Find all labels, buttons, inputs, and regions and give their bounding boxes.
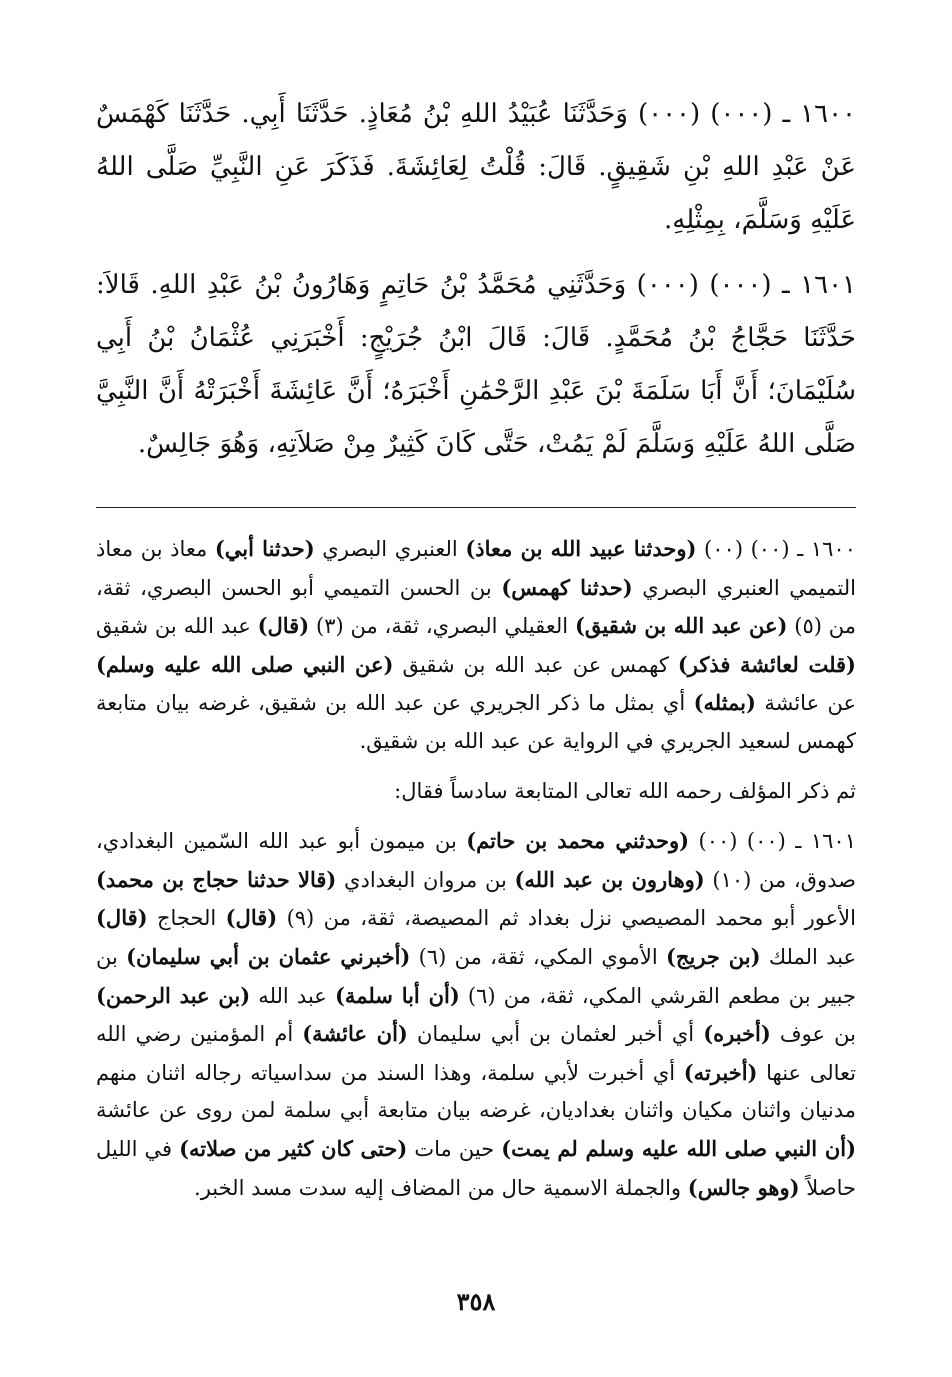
bold-quoted-phrase: (أخبرته): [683, 1059, 758, 1085]
commentary-text: ١٦٠٠ ـ (٠٠) (٠٠): [696, 537, 856, 561]
bold-quoted-phrase: (حدثنا كهمس): [501, 574, 633, 600]
commentary-text: بن عوف: [770, 1022, 856, 1047]
bold-quoted-phrase: (حتى كان كثير من صلاته): [179, 1135, 408, 1161]
commentary-text: بن ميمون أبو عبد الله السّمين البغدادي، صدوق، من (١٠): [96, 829, 856, 892]
commentary-text: عبد الله بن شقيق: [96, 614, 258, 639]
commentary-1601: [96, 822, 856, 1207]
commentary-text: العنبري البصري: [314, 537, 466, 561]
commentary-text: أم المؤمنين رضي الله تعالى عنها: [96, 1022, 856, 1085]
bold-quoted-phrase: (عن النبي صلى الله عليه وسلم): [96, 651, 394, 677]
hadith-1600: ١٦٠٠ ـ (٠٠٠) (٠٠٠) وَحَدَّثَنَا عُبَيْدُ اللهِ بْنُ مُعَاذٍ. حَدَّثَنَا أَبِي. حَدَّثَنَا كَهْمَسٌ عَنْ عَبْدِ اللهِ بْنِ شَقِيقٍ. قَالَ: قُلْتُ لِعَائِشَةَ. فَذَكَرَ عَنِ النَّبِيِّ صَلَّى اللهُ عَلَيْهِ وَسَلَّمَ، بِمِثْلِهِ.: [96, 99, 856, 235]
commentary-text: الأعور أبو محمد المصيصي نزل بغداد ثم المصيصة، ثقة، من (٩): [277, 906, 856, 931]
bold-quoted-phrase: (وحدثني محمد بن حاتم): [466, 828, 690, 854]
footnote-divider: [96, 507, 856, 508]
commentary-text: معاذ بن معاذ التميمي العنبري البصري: [96, 537, 856, 600]
bold-quoted-phrase: (وحدثنا عبيد الله بن معاذ): [465, 536, 697, 561]
commentary-text: الحجاج: [147, 906, 226, 931]
commentary-text: الأموي المكي، ثقة، من (٦): [410, 944, 666, 969]
transition-line: ثم ذكر المؤلف رحمه الله تعالى المتابعة سادساً فقال:: [394, 778, 856, 803]
commentary-text: في الليل حاصلاً: [96, 1136, 856, 1200]
commentary-text: بن مروان البغدادي: [336, 867, 515, 892]
commentary-text: ١٦٠١ ـ (٠٠) (٠٠): [689, 829, 856, 854]
bold-quoted-phrase: (قال): [96, 905, 148, 931]
commentary-text: حين مات: [407, 1136, 502, 1161]
bold-quoted-phrase: (حدثنا أبي): [214, 536, 315, 561]
commentary-text: أي أخبر لعثمان بن أبي سليمان: [407, 1022, 704, 1047]
bold-quoted-phrase: (عن عبد الله بن شقيق): [574, 613, 788, 639]
commentary-text: بن جبير بن مطعم القرشي المكي، ثقة، من (٦): [96, 944, 856, 1008]
commentary-text: بن الحسن التميمي أبو الحسن البصري، ثقة، من (٥): [96, 575, 857, 639]
bold-quoted-phrase: (بن عبد الرحمن): [96, 982, 251, 1008]
commentary-1600: [96, 530, 856, 761]
bold-quoted-phrase: (قال): [257, 613, 310, 639]
bold-quoted-phrase: (بمثله): [693, 690, 756, 716]
commentary-text: والجملة الاسمية حال من المضاف إليه سدت مسد الخبر.: [194, 1175, 688, 1200]
bold-quoted-phrase: (أخبرني عثمان بن أبي سليمان): [126, 943, 411, 969]
commentary-text: العقيلي البصري، ثقة، من (٣): [309, 614, 575, 639]
bold-quoted-phrase: (أن عائشة): [302, 1021, 408, 1047]
bold-quoted-phrase: (أخبره): [703, 1021, 771, 1047]
bold-quoted-phrase: (بن جريج): [665, 943, 761, 969]
commentary-text: عبد الملك: [760, 944, 857, 969]
commentary-text: أي بمثل ما ذكر الجريري عن عبد الله بن شقيق، غرضه بيان متابعة كهمس لسعيد الجريري في الرواية عن عبد الله بن شقيق.: [96, 691, 856, 753]
bold-quoted-phrase: (قالا حدثنا حجاج بن محمد): [96, 866, 337, 892]
commentary-text: عبد الله: [250, 983, 335, 1008]
bold-quoted-phrase: (وهارون بن عبد الله): [514, 866, 705, 892]
commentary-text: عن عائشة: [755, 691, 856, 716]
hadith-1601: ١٦٠١ ـ (٠٠٠) (٠٠٠) وَحَدَّثَنِي مُحَمَّدُ بْنُ حَاتِمٍ وَهَارُونُ بْنُ عَبْدِ اللهِ. قَالاَ: حَدَّثَنَا حَجَّاجُ بْنُ مُحَمَّدٍ. قَالَ: قَالَ ابْنُ جُرَيْجٍ: أَخْبَرَنِي عُثْمَانُ بْنُ أَبِي سُلَيْمَانَ؛ أَنَّ أَبَا سَلَمَةَ بْنَ عَبْدِ الرَّحْمَٰنِ أَخْبَرَهُ؛ أَنَّ عَائِشَةَ أَخْبَرَتْهُ أَنَّ النَّبِيَّ صَلَّى اللهُ عَلَيْهِ وَسَلَّمَ لَمْ يَمُتْ، حَتَّى كَانَ كَثِيرٌ مِنْ صَلاَتِهِ، وَهُوَ جَالِسٌ.: [96, 270, 856, 459]
bold-quoted-phrase: (وهو جالس): [687, 1174, 800, 1200]
bold-quoted-phrase: (أن أبا سلمة): [335, 982, 460, 1008]
commentary-text: كهمس عن عبد الله بن شقيق: [393, 652, 678, 677]
bold-quoted-phrase: (قلت لعائشة فذكر): [677, 651, 856, 677]
bold-quoted-phrase: (قال): [225, 905, 278, 931]
bold-quoted-phrase: (أن النبي صلى الله عليه وسلم لم يمت): [501, 1135, 857, 1161]
commentary-text: أي أخبرت لأبي سلمة، وهذا السند من سداسياته رجاله اثنان منهم مدنيان واثنان مكيان واثنان بغداديان، غرضه بيان متابعة أبي سلمة لمن روى عن عائشة: [96, 1060, 856, 1123]
page-number: ٣٥٨: [456, 1287, 496, 1316]
